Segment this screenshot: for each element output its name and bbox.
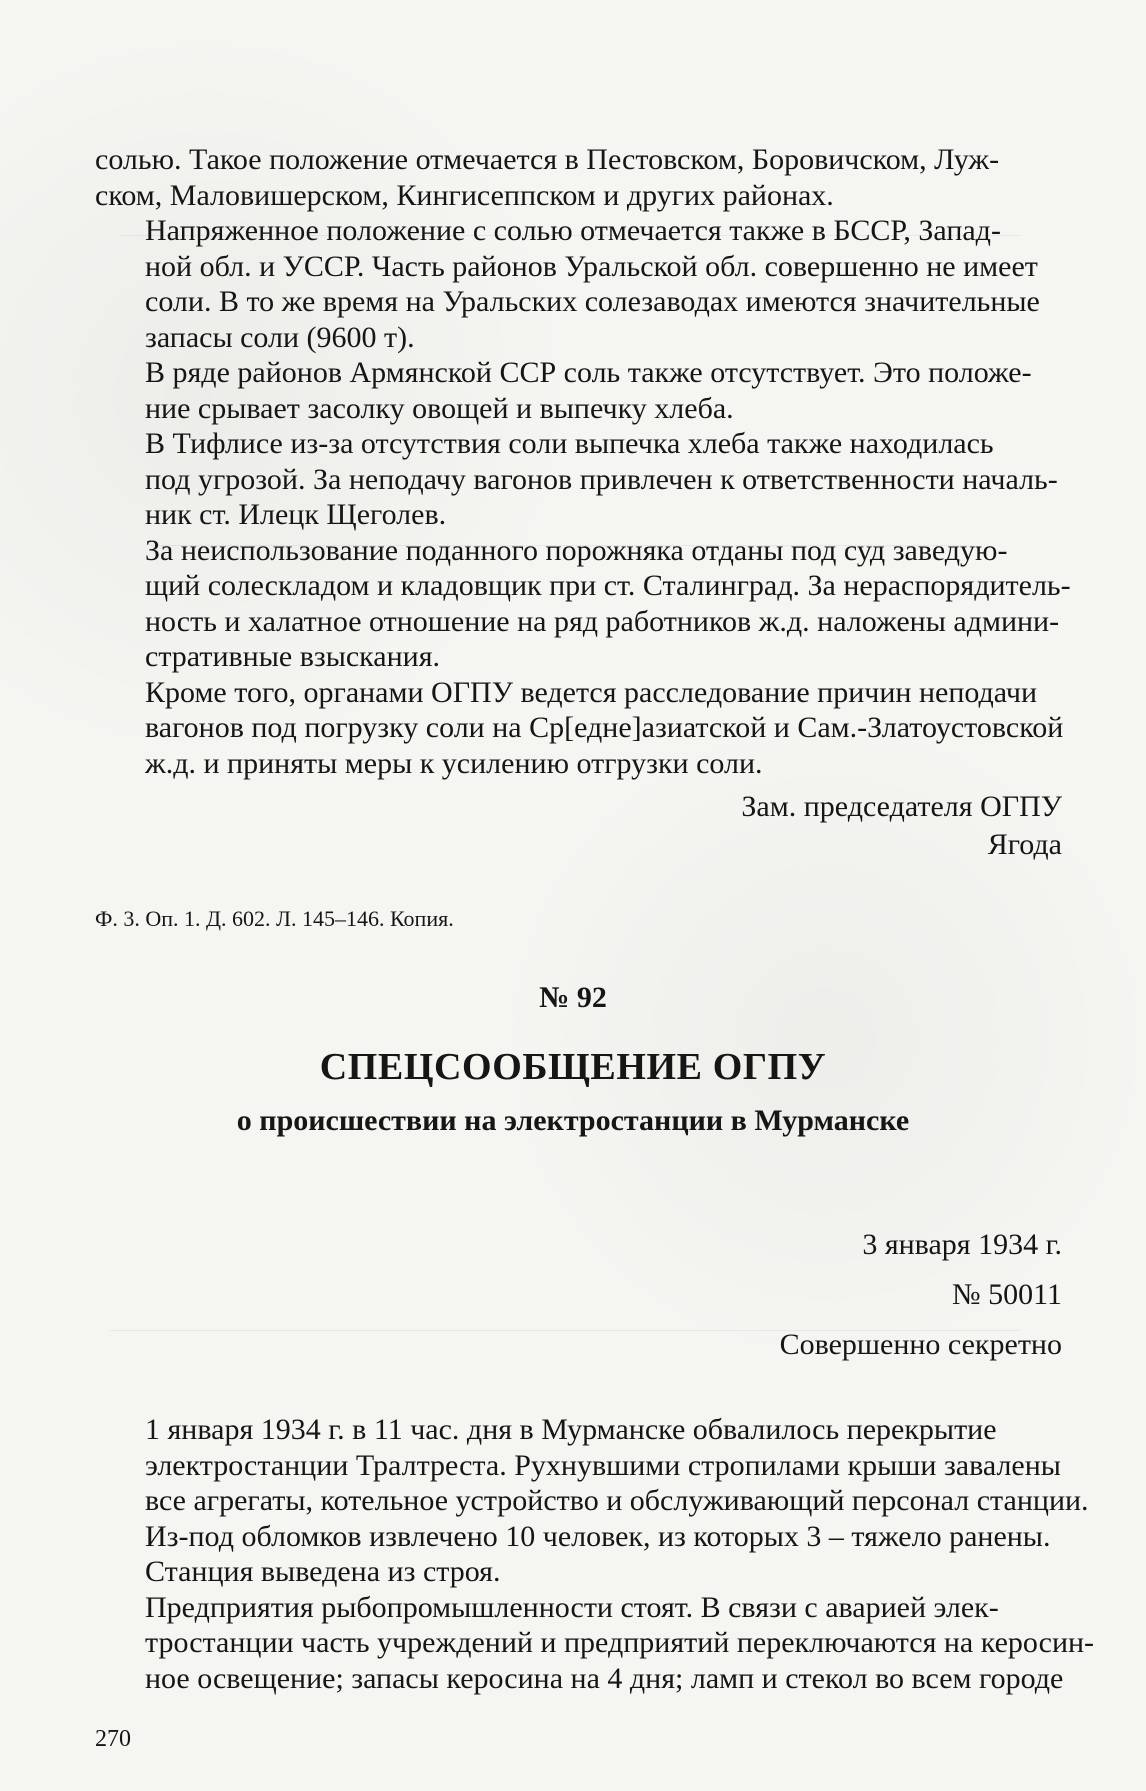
text-line: тростанции часть учреждений и предприятий переключаются на керосин- [145,1626,1095,1659]
text-line: ние срывает засолку овощей и выпечку хлеба. [145,391,734,425]
paragraph-armenia [95,355,1063,426]
paragraph-murmansk-collapse [95,1412,1089,1590]
document-classification: Совершенно секретно [779,1328,1062,1361]
page-number: 270 [95,1726,131,1752]
document-subtitle: о происшествии на электростанции в Мурманске [236,1104,910,1137]
text-line: Станция выведена из строя. [145,1555,501,1588]
text-line: щий солескладом и кладовщик при ст. Сталинград. За нераспорядитель- [145,569,1071,602]
text-line: Кроме того, органами ОГПУ ведется расследование причин неподачи [145,675,1038,709]
text-line: солью. Такое положение отмечается в Пестовском, Боровичском, Луж- [95,143,1000,176]
document-meta [622,1220,1062,1370]
paragraph-fish-industry [95,1590,1095,1697]
document-reference-number: № 50011 [951,1278,1062,1311]
text-line: ском, Маловишерском, Кингисеппском и других районах. [95,178,834,212]
text-line: под угрозой. За неподачу вагонов привлечен к ответственности началь- [145,462,1058,496]
document-date: 3 января 1934 г. [862,1228,1062,1261]
text-line: В Тифлисе из-за отсутствия соли выпечка хлеба также находилась [145,427,994,460]
text-line: Напряженное положение с солью отмечается также в БССР, Запад- [145,214,1001,247]
paragraph-tiflis [95,426,1063,533]
text-line: ное освещение; запасы керосина на 4 дня; ламп и стекол во всем городе [145,1661,1064,1695]
document-number: № 92 [539,981,607,1014]
text-line: запасы соли (9600 т). [145,320,415,354]
text-line: В ряде районов Армянской ССР соль также отсутствует. Это положе- [145,356,1032,389]
text-line: Из-под обломков извлечено 10 человек, из которых 3 – тяжело ранены. [145,1519,1051,1553]
text-line: ж.д. и приняты меры к усилению отгрузки соли. [145,746,763,780]
text-line: Предприятия рыбопромышленности стоят. В связи с аварией элек- [145,1590,999,1624]
text-line: ник ст. Илецк Щеголев. [145,498,447,531]
text-line: За неиспользование поданного порожняка отданы под суд заведую- [145,533,1008,567]
text-line: 1 января 1934 г. в 11 час. дня в Мурманске обвалилось перекрытие [145,1413,997,1446]
signature-block [642,788,1062,864]
text-line: ность и халатное отношение на ряд работников ж.д. наложены админи- [145,604,1060,638]
paragraph-bssr [95,213,1063,355]
top-text-block [95,142,1071,781]
text-line: все агрегаты, котельное устройство и обслуживающий персонал станции. [145,1484,1089,1517]
text-line: ной обл. и УССР. Часть районов Уральской обл. совершенно не имеет [145,249,1038,283]
signature-name: Ягода [987,828,1062,861]
paragraph-ogpu-investigation [95,675,1063,782]
text-line: электростанции Тралтреста. Рухнувшими стропилами крыши завалены [145,1448,1061,1482]
archive-reference: Ф. 3. Оп. 1. Д. 602. Л. 145–146. Копия. [95,906,454,931]
paragraph-salt-areas [95,142,1063,213]
bottom-text-block [95,1412,1095,1696]
text-line: соли. В то же время на Уральских солезаводах имеются значительные [145,285,1040,318]
text-line: стративные взыскания. [145,640,441,673]
signature-position: Зам. председателя ОГПУ [741,790,1062,823]
text-line: вагонов под погрузку соли на Ср[едне]азиатской и Сам.-Златоустовской [145,711,1064,744]
paragraph-stalingrad [95,533,1071,675]
document-title: СПЕЦСООБЩЕНИЕ ОГПУ [319,1046,827,1088]
